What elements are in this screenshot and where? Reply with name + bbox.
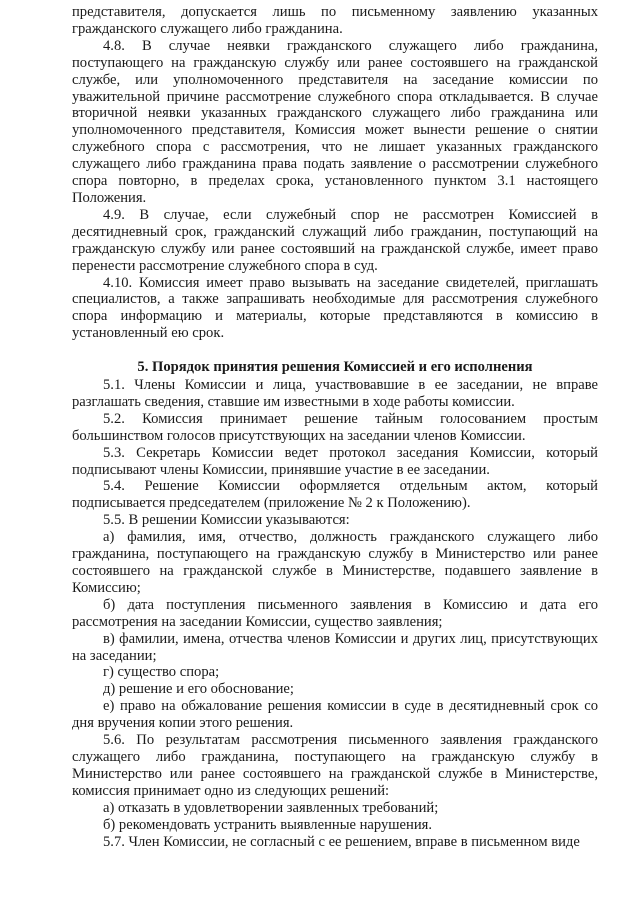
list-item-d: д) решение и его обоснование; [103,681,294,698]
paragraph-5-3: 5.3. Секретарь Комиссии ведет протокол заседания Комиссии, который подписывают члены Комиссии, принявшие участие в ее заседании. [72,444,598,478]
list-item-g: г) существо спора; [103,664,220,681]
paragraph-5-4: 5.4. Решение Комиссии оформляется отдельным актом, который подписывается председателем (приложение № 2 к Положению). [72,478,598,512]
decision-option-a: а) отказать в удовлетворении заявленных требований; [103,799,439,816]
paragraph-5-6: 5.6. По результатам рассмотрения письменного заявления гражданского служащего либо гражданина, поступающего на гражданскую службу в Министерство или ранее состоявшего на гражданской службе в Министерстве, комиссия принимает одно из следующих решений: [72,732,598,799]
paragraph-continuation: представителя, допускается лишь по письменному заявлению указанных гражданского служащего либо гражданина. [72,4,598,37]
section-5-title: 5. Порядок принятия решения Комиссией и его исполнения [137,359,533,376]
paragraph-4-10: 4.10. Комиссия имеет право вызывать на заседание свидетелей, приглашать специалистов, а также запрашивать необходимые для рассмотрения служебного спора информацию и материалы, которые представляются в комиссию в установленный ею срок. [72,274,598,342]
list-item-v: в) фамилии, имена, отчества членов Комиссии и других лиц, присутствующих на заседании; [72,630,598,664]
list-item-e: е) право на обжалование решения комиссии в суде в десятидневный срок со дня вручения копии этого решения. [72,698,598,732]
decision-option-b: б) рекомендовать устранить выявленные нарушения. [103,816,433,833]
paragraph-5-1: 5.1. Члены Комиссии и лица, участвовавшие в ее заседании, не вправе разглашать сведения, ставшие им известными в ходе работы комиссии. [72,377,598,410]
list-item-b: б) дата поступления письменного заявления в Комиссию и дата его рассмотрения на заседании Комиссии, существо заявления; [72,596,598,630]
paragraph-5-2: 5.2. Комиссия принимает решение тайным голосованием простым большинством голосов присутствующих на заседании членов Комиссии. [72,410,598,444]
paragraph-5-5: 5.5. В решении Комиссии указываются: [103,512,350,529]
paragraph-5-7: 5.7. Член Комиссии, не согласный с ее решением, вправе в письменном виде [103,833,580,850]
paragraph-4-8: 4.8. В случае неявки гражданского служащего либо гражданина, поступающего на гражданскую службу или ранее состоявшего на гражданской службе, или уполномоченного представителя на заседание комиссии по уважительной причине рассмотрение служебного спора откладывается. В случае вторичной неявки указанных гражданского служащего либо гражданина или уполномоченного представителя, Комиссия может вынести решение о снятии служебного спора с рассмотрения, что не лишает указанных гражданского служащего либо гражданина права подать заявление о рассмотрении служебного спора повторно, в пределах срока, установленного пунктом 3.1 настоящего Положения. [72,37,598,206]
list-item-a: а) фамилия, имя, отчество, должность гражданского служащего либо гражданина, поступающего на гражданскую службу в Министерство или ранее состоявшего на гражданской службе в Министерстве, подавшего заявление в Комиссию; [72,529,598,596]
document-page [72,4,598,850]
paragraph-4-9: 4.9. В случае, если служебный спор не рассмотрен Комиссией в десятидневный срок, гражданский служащий либо гражданин, поступающий на гражданскую службу или ранее состоявший на гражданской службе, имеет право перенести рассмотрение служебного спора в суд. [72,206,598,274]
